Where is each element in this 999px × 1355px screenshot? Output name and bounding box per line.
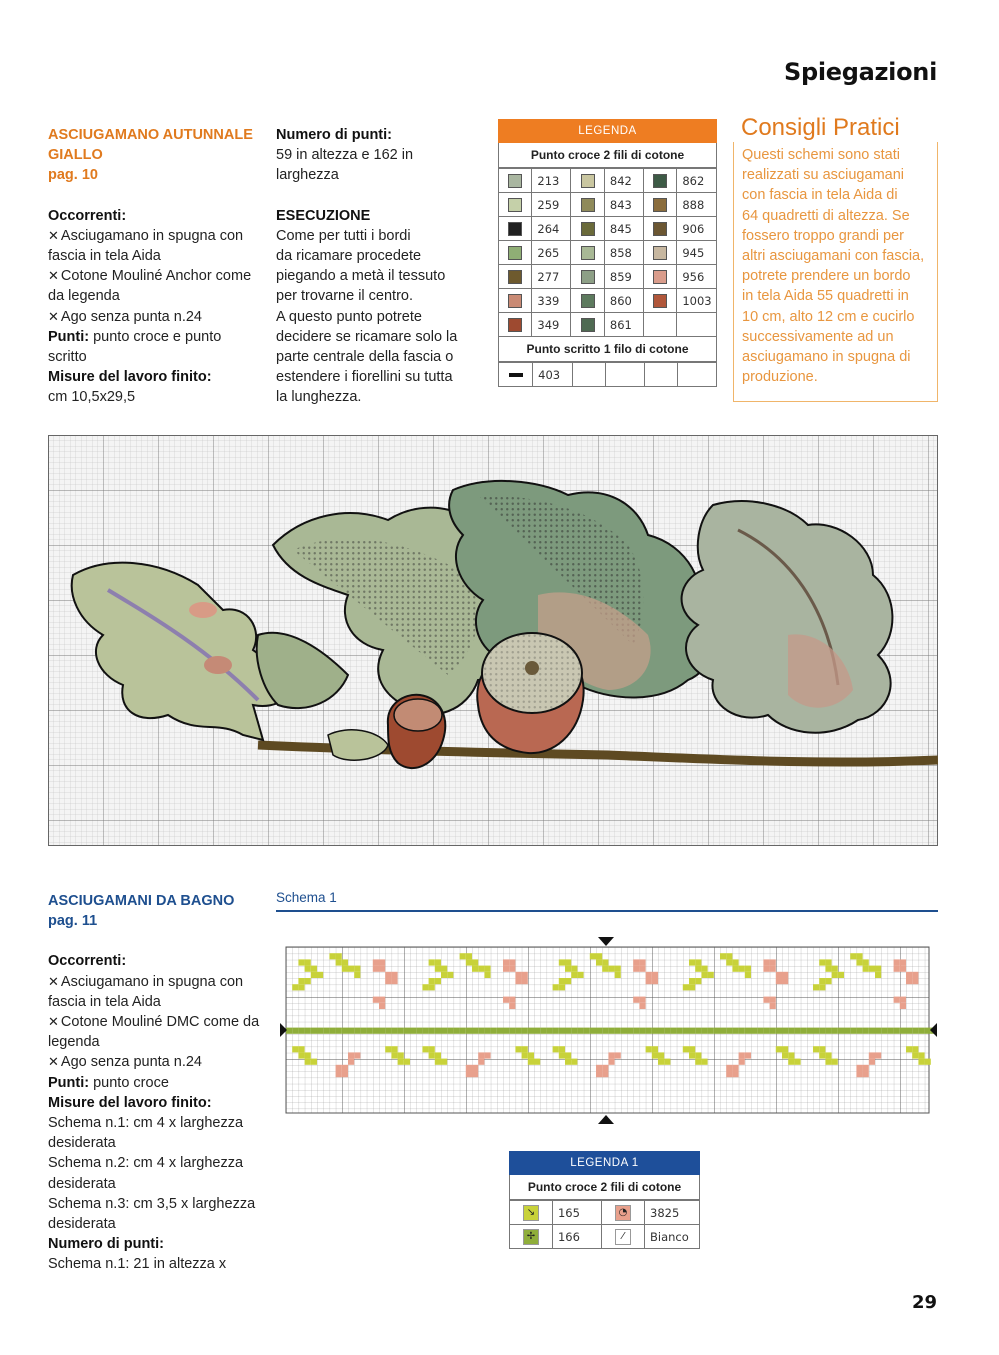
legend-symbol	[499, 313, 532, 337]
page-number: 29	[911, 1292, 937, 1313]
size-line: desiderata	[48, 1135, 116, 1152]
cross-icon: ✕	[48, 308, 59, 324]
legend-symbol	[571, 169, 604, 193]
legend-thread-number: 166	[552, 1225, 601, 1249]
legend-symbol	[643, 265, 676, 289]
project2-material-3: ✕ Ago senza punta n.24	[48, 1054, 202, 1071]
legend-symbol	[499, 193, 532, 217]
legend-symbol	[643, 289, 676, 313]
legend-symbol	[571, 241, 604, 265]
legend-thread-number: 842	[604, 169, 643, 193]
tips-line: asciugamano in spugna di	[742, 349, 911, 366]
legend1-cross-label: Punto croce 2 fili di cotone	[509, 1175, 700, 1200]
legend-symbol: ◔	[602, 1201, 645, 1225]
execution-line: estendere i fiorellini su tutta	[276, 369, 453, 386]
legend-thread-number	[677, 313, 717, 337]
project1-page-ref: pag. 10	[48, 167, 98, 184]
size-line: Schema n.3: cm 3,5 x larghezza	[48, 1195, 256, 1212]
legend-thread-number: 859	[604, 265, 643, 289]
project1-materials-heading: Occorrenti:	[48, 207, 127, 224]
legend-symbol	[571, 217, 604, 241]
legend-backstitch-label: Punto scritto 1 filo di cotone	[498, 337, 717, 362]
legend-thread-number: 860	[604, 289, 643, 313]
legend-symbol	[571, 289, 604, 313]
tips-line: successivamente ad un	[742, 328, 894, 345]
project2-points: Punti: punto croce	[48, 1074, 169, 1091]
project1-size-value: cm 10,5x29,5	[48, 389, 136, 406]
project1-title-l1: ASCIUGAMANO AUTUNNALE	[48, 127, 253, 143]
legend-thread-number: 945	[677, 241, 717, 265]
tips-box	[733, 114, 937, 402]
project1-material-3: ✕ Ago senza punta n.24	[48, 308, 202, 325]
legend-thread-number: 339	[532, 289, 571, 313]
schema1-rule	[276, 910, 938, 912]
legend-thread-number: 259	[532, 193, 571, 217]
execution-line: piegando a metà il tessuto	[276, 268, 446, 285]
size-line: desiderata	[48, 1175, 116, 1192]
legend-symbol	[643, 241, 676, 265]
tips-text	[742, 145, 934, 387]
execution-line: per trovarne il centro.	[276, 288, 414, 305]
legend-thread-number: Bianco	[645, 1225, 700, 1249]
legend-thread-number: 843	[604, 193, 643, 217]
legend-symbol	[571, 265, 604, 289]
project1-execution	[276, 125, 476, 408]
legend-symbol	[499, 169, 532, 193]
tips-line: 64 quadretti di altezza. Se	[742, 207, 910, 224]
tips-line: altri asciugamani con fascia,	[742, 248, 925, 265]
page-heading: Spiegazioni	[783, 58, 937, 86]
legend-thread-number: 165	[552, 1201, 601, 1225]
legend-thread-number: 3825	[645, 1201, 700, 1225]
size-line: Schema n.1: cm 4 x larghezza	[48, 1115, 244, 1132]
legend-symbol	[499, 289, 532, 313]
legend-symbol	[643, 313, 676, 337]
legend-symbol	[499, 265, 532, 289]
center-marker-right	[930, 1023, 937, 1037]
legend-symbol	[643, 217, 676, 241]
project1-material-1: ✕ Asciugamano in spugna con fascia in tela Aida	[48, 227, 244, 265]
project2-details	[48, 891, 263, 1275]
project2-material-1: ✕ Asciugamano in spugna con fascia in tela Aida	[48, 973, 244, 1010]
size-line: desiderata	[48, 1216, 116, 1233]
execution-line: parte centrale della fascia o	[276, 349, 454, 366]
tips-title: Consigli Pratici	[741, 114, 906, 142]
legend-thread-number: 265	[532, 241, 571, 265]
project2-stitches-label: Numero di punti:	[48, 1236, 164, 1253]
cross-icon: ✕	[48, 973, 59, 989]
legend-symbol: ↘	[510, 1201, 553, 1225]
cross-icon: ✕	[48, 1054, 59, 1070]
acorn-large	[477, 633, 583, 753]
tips-line: in tela Aida 55 quadretti in	[742, 288, 909, 305]
legend-thread-number: 862	[677, 169, 717, 193]
legend-symbol	[499, 217, 532, 241]
legend-thread-number: 213	[532, 169, 571, 193]
stitches-line: 59 in altezza e 162 in	[276, 147, 414, 164]
execution-line: da ricamare procedete	[276, 248, 422, 265]
project1-size-label: Misure del lavoro finito:	[48, 369, 212, 386]
legend-title: LEGENDA	[498, 119, 717, 143]
legend-cross-label: Punto croce 2 fili di cotone	[498, 143, 717, 168]
stitches-line: larghezza	[276, 167, 339, 184]
tips-line: produzione.	[742, 369, 818, 386]
tips-line: realizzati su asciugamani	[742, 167, 904, 184]
schema1-label: Schema 1	[276, 890, 337, 905]
legend-symbol	[571, 193, 604, 217]
center-marker-bottom	[598, 1115, 614, 1124]
project1-stitches-label: Numero di punti:	[276, 127, 392, 143]
center-marker-top	[598, 937, 614, 946]
legend1-table	[509, 1151, 700, 1249]
execution-line: Come per tutti i bordi	[276, 227, 411, 244]
legend-thread-number: 845	[604, 217, 643, 241]
legend1-title: LEGENDA 1	[509, 1151, 700, 1175]
cross-icon: ✕	[48, 268, 59, 284]
execution-line: la lunghezza.	[276, 389, 362, 406]
legend-thread-number: 888	[677, 193, 717, 217]
legend-thread-number: 861	[604, 313, 643, 337]
project1-details	[48, 125, 263, 408]
legend-symbol: ⁄	[602, 1225, 645, 1249]
legend-thread-number: 349	[532, 313, 571, 337]
legend-thread-number: 1003	[677, 289, 717, 313]
tips-line: fossero troppo grandi per	[742, 227, 905, 244]
cross-icon: ✕	[48, 1014, 59, 1030]
tips-line: potrete prendere un bordo	[742, 268, 911, 285]
tips-line: 10 cm, alto 12 cm e cucirlo	[742, 308, 915, 325]
legend-symbol	[643, 169, 676, 193]
execution-label: ESECUZIONE	[276, 207, 371, 224]
tips-line: Questi schemi sono stati	[742, 147, 900, 163]
legend-symbol	[499, 241, 532, 265]
schema1-chart	[280, 935, 937, 1125]
project1-points: Punti: punto croce e punto scritto	[48, 328, 222, 366]
project2-material-2: ✕ Cotone Mouliné DMC come da legenda	[48, 1014, 260, 1051]
project2-title: ASCIUGAMANI DA BAGNO	[48, 893, 235, 909]
legend-thread-number: 277	[532, 265, 571, 289]
backstitch-symbol	[499, 363, 533, 387]
size-line: Schema n.2: cm 4 x larghezza	[48, 1155, 244, 1172]
oak-leaves-chart	[48, 435, 938, 846]
legend-symbol	[571, 313, 604, 337]
project2-size-label: Misure del lavoro finito:	[48, 1094, 212, 1111]
legend-table	[498, 119, 717, 387]
tips-line: con fascia in tela Aida di	[742, 187, 898, 204]
execution-line: A questo punto potrete	[276, 308, 422, 325]
backstitch-number: 403	[533, 363, 572, 387]
project1-title-l2: GIALLO	[48, 147, 103, 164]
project1-material-2: ✕ Cotone Mouliné Anchor come da legenda	[48, 268, 252, 305]
project2-page-ref: pag. 11	[48, 913, 98, 930]
legend-thread-number: 956	[677, 265, 717, 289]
legend-symbol: ✢	[510, 1225, 553, 1249]
execution-line: decidere se ricamare solo la	[276, 328, 458, 345]
project2-materials-heading: Occorrenti:	[48, 953, 127, 970]
legend-symbol	[643, 193, 676, 217]
project2-stitches-value: Schema n.1: 21 in altezza x	[48, 1256, 227, 1273]
legend-thread-number: 906	[677, 217, 717, 241]
legend-thread-number: 858	[604, 241, 643, 265]
legend-thread-number: 264	[532, 217, 571, 241]
cross-icon: ✕	[48, 227, 59, 243]
